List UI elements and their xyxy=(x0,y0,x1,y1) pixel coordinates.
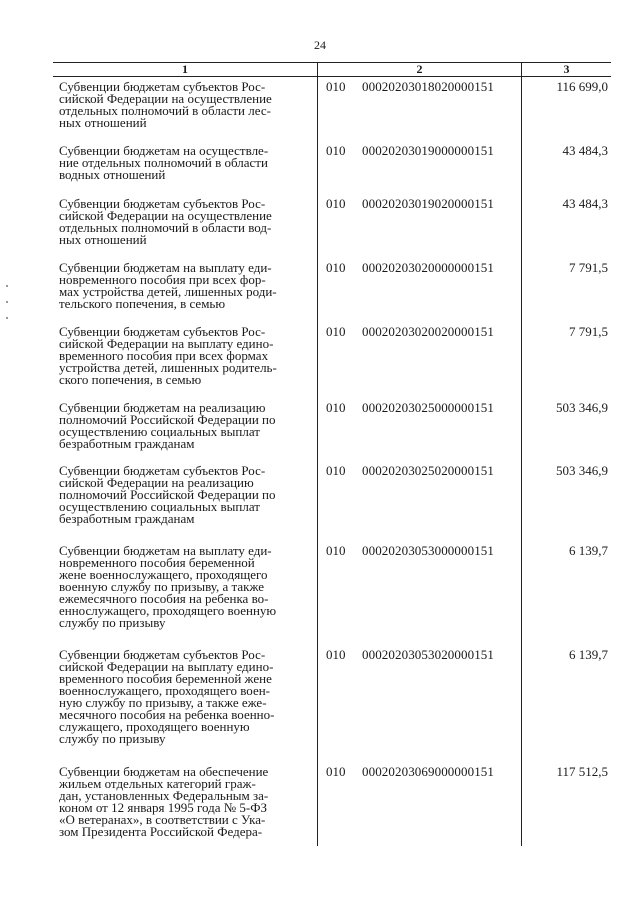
row-chapter: 010 xyxy=(326,196,346,211)
row-code: 00020203019000000151 xyxy=(362,143,494,158)
row-code: 00020203018020000151 xyxy=(362,79,494,94)
table-row xyxy=(53,645,611,762)
row-name: Субвенции бюджетам на выплату еди- новременного пособия при всех фор- мах устройства детей, лишенных роди- тельского попечения, в семью xyxy=(53,258,318,322)
row-code: 00020203053000000151 xyxy=(362,543,494,558)
row-chapter: 010 xyxy=(326,463,346,478)
row-name: Субвенции бюджетам на выплату еди- новременного пособия беременной жене военнослужащего, проходящего военную службу по призыву, а также ежемесячного пособия на ребенка во- еннослужащего, проходящего военную службу по призыву xyxy=(53,541,318,645)
row-code: 00020203053020000151 xyxy=(362,647,494,662)
row-code: 00020203020000000151 xyxy=(362,260,494,275)
row-amount: 43 484,3 xyxy=(562,196,608,211)
row-chapter: 010 xyxy=(326,79,346,94)
row-code: 00020203020020000151 xyxy=(362,324,494,339)
row-amount: 7 791,5 xyxy=(569,324,608,339)
budget-table xyxy=(53,62,611,846)
table-row xyxy=(53,541,611,645)
header-col-2: 2 xyxy=(318,63,522,76)
table-header-row xyxy=(53,62,611,77)
row-name: Субвенции бюджетам субъектов Рос- сийской Федерации на осуществление отдельных полномочий в области лес- ных отношений xyxy=(53,77,318,141)
header-col-1: 1 xyxy=(53,63,318,76)
row-name: Субвенции бюджетам субъектов Рос- сийской Федерации на выплату едино- временного пособия при всех формах устройства детей, лишенных родитель- ского попечения, в семью xyxy=(53,322,318,398)
row-name: Субвенции бюджетам субъектов Рос- сийской Федерации на осуществление отдельных полномочий в области вод- ных отношений xyxy=(53,194,318,258)
row-chapter: 010 xyxy=(326,647,346,662)
row-name: Субвенции бюджетам на осуществле- ние отдельных полномочий в области водных отношений xyxy=(53,141,318,194)
row-chapter: 010 xyxy=(326,400,346,415)
row-code: 00020203025000000151 xyxy=(362,400,494,415)
row-name: Субвенции бюджетам на реализацию полномочий Российской Федерации по осуществлению социальных выплат безработным гражданам xyxy=(53,398,318,461)
row-amount: 503 346,9 xyxy=(556,463,608,478)
row-chapter: 010 xyxy=(326,764,346,779)
table-body xyxy=(53,77,611,846)
row-amount: 6 139,7 xyxy=(569,543,608,558)
row-chapter: 010 xyxy=(326,260,346,275)
row-name: Субвенции бюджетам субъектов Рос- сийской Федерации на реализацию полномочий Российской Федерации по осуществлению социальных выплат безработным гражданам xyxy=(53,461,318,541)
row-amount: 117 512,5 xyxy=(556,764,608,779)
row-amount: 503 346,9 xyxy=(556,400,608,415)
table-row xyxy=(53,194,611,258)
row-name: Субвенции бюджетам на обеспечение жильем отдельных категорий граж- дан, установленных Федеральным за- коном от 12 января 1995 года № 5-ФЗ «О ветеранах», в соответствии с Ука- зом Президента Российской Федера- xyxy=(53,762,318,846)
row-code: 00020203069000000151 xyxy=(362,764,494,779)
row-code: 00020203019020000151 xyxy=(362,196,494,211)
row-amount: 43 484,3 xyxy=(562,143,608,158)
table-row xyxy=(53,77,611,141)
table-row xyxy=(53,322,611,398)
table-row xyxy=(53,398,611,461)
row-amount: 6 139,7 xyxy=(569,647,608,662)
scan-edge-marks xyxy=(6,285,10,345)
table-row xyxy=(53,141,611,194)
table-row xyxy=(53,762,611,846)
row-amount: 116 699,0 xyxy=(556,79,608,94)
row-code: 00020203025020000151 xyxy=(362,463,494,478)
page-number: 24 xyxy=(314,38,326,52)
row-name: Субвенции бюджетам субъектов Рос- сийской Федерации на выплату едино- временного пособия беременной жене военнослужащего, проходящего воен- ную службу по призыву, а также еже- месячного пособия на ребенка военно- служащего, проходящего военную службу по призыву xyxy=(53,645,318,762)
row-chapter: 010 xyxy=(326,324,346,339)
table-row xyxy=(53,461,611,541)
row-amount: 7 791,5 xyxy=(569,260,608,275)
header-col-3: 3 xyxy=(563,62,570,76)
table-row xyxy=(53,258,611,322)
row-chapter: 010 xyxy=(326,543,346,558)
row-chapter: 010 xyxy=(326,143,346,158)
